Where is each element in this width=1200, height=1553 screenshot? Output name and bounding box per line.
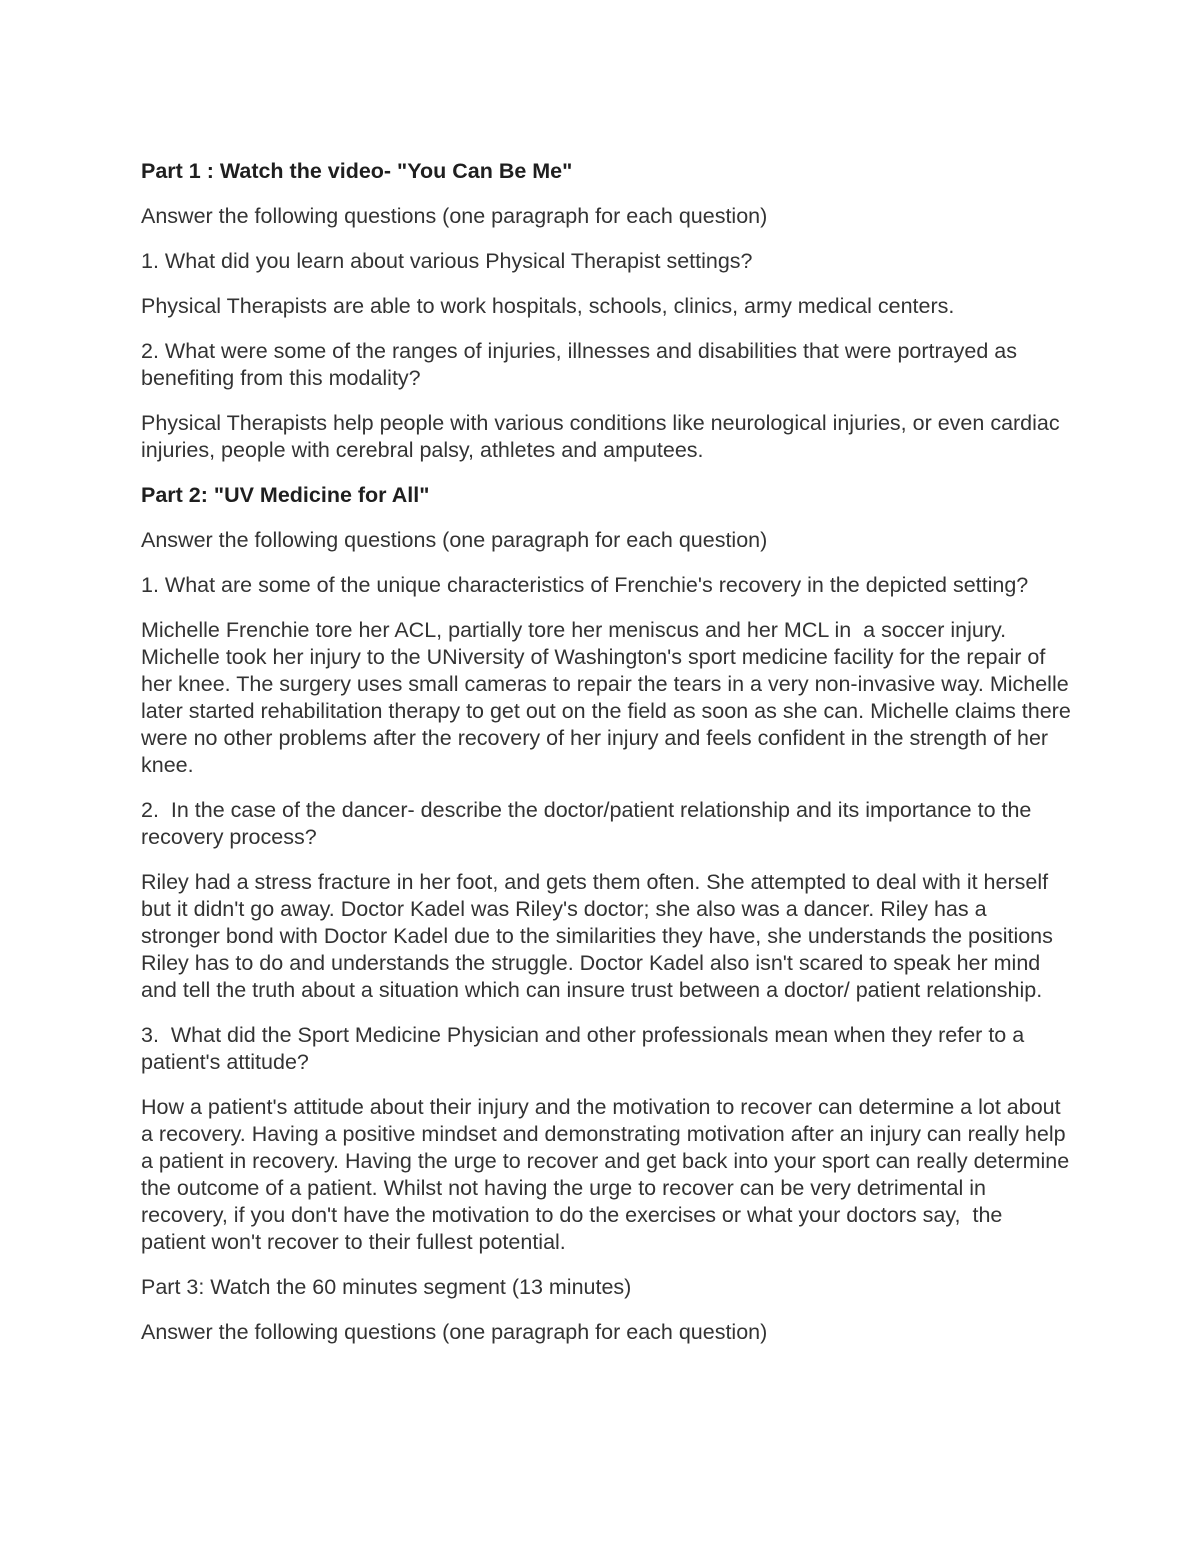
document-page [141, 158, 1077, 1364]
part1-question-2: 2. What were some of the ranges of injuries, illnesses and disabilities that were portrayed as benefiting from this modality? [141, 339, 1023, 390]
part2-question-2: 2. In the case of the dancer- describe the doctor/patient relationship and its importance to the recovery process? [141, 798, 1038, 849]
part3-heading: Part 3: Watch the 60 minutes segment (13 minutes) [141, 1275, 632, 1299]
part2-question-3: 3. What did the Sport Medicine Physician and other professionals mean when they refer to a patient's attitude? [141, 1023, 1037, 1074]
part1-heading: Part 1 : Watch the video- "You Can Be Me" [141, 159, 573, 183]
part2-question-1: 1. What are some of the unique characteristics of Frenchie's recovery in the depicted setting? [141, 573, 1029, 597]
part1-answer-1: Physical Therapists are able to work hospitals, schools, clinics, army medical centers. [141, 294, 955, 318]
part2-answer-3: How a patient's attitude about their injury and the motivation to recover can determine a lot about a recovery. Having a positive mindset and demonstrating motivation after an injury can really help a patient in recovery. Having the urge to recover and get back into your sport can really determine the outcome of a patient. Whilst not having the urge to recover can be very detrimental in recovery, if you don't have the motivation to do the exercises or what your doctors say, the patient won't recover to their fullest potential. [141, 1095, 1076, 1254]
part2-answer-1: Michelle Frenchie tore her ACL, partially tore her meniscus and her MCL in a soccer injury. Michelle took her injury to the UNiversity of Washington's sport medicine facility for the repair of her knee. The surgery uses small cameras to repair the tears in a very non-invasive way. Michelle later started rehabilitation therapy to get out on the field as soon as she can. Michelle claims there were no other problems after the recovery of her injury and feels confident in the strength of her knee. [141, 618, 1077, 777]
part1-instruction: Answer the following questions (one paragraph for each question) [141, 204, 768, 228]
part2-instruction: Answer the following questions (one paragraph for each question) [141, 528, 768, 552]
part1-question-1: 1. What did you learn about various Physical Therapist settings? [141, 249, 753, 273]
part1-answer-2: Physical Therapists help people with various conditions like neurological injuries, or even cardiac injuries, people with cerebral palsy, athletes and amputees. [141, 411, 1066, 462]
part2-heading: Part 2: "UV Medicine for All" [141, 483, 430, 507]
part2-answer-2: Riley had a stress fracture in her foot, and gets them often. She attempted to deal with it herself but it didn't go away. Doctor Kadel was Riley's doctor; she also was a dancer. Riley has a stronger bond with Doctor Kadel due to the similarities they have, she understands the positions Riley has to do and understands the struggle. Doctor Kadel also isn't scared to speak her mind and tell the truth about a situation which can insure trust between a doctor/ patient relationship. [141, 870, 1059, 1002]
part3-instruction: Answer the following questions (one paragraph for each question) [141, 1320, 768, 1344]
